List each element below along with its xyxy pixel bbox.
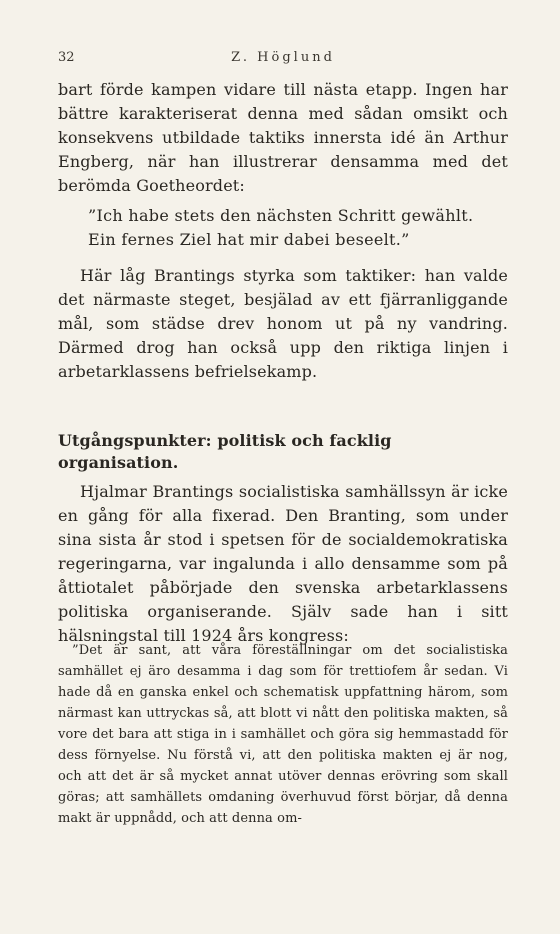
congress-quote-block [58,640,508,829]
page-number: 32 [58,50,75,65]
running-head [58,50,508,68]
paragraph-socialist-view: Hjalmar Brantings socialistiska samhällssyn är icke en gång för alla fixerad. Den Branting, som under sina sista år stod i spetsen för de socialdemokratiska regeringarna, var ingalunda i allo densamme som på åttiotalet påbörjade den svenska arbetarklassens politiska organiserande. Själv sade han i sitt hälsningstal till 1924 års kongress: [58,482,508,645]
goethe-quote-line-2: Ein fernes Ziel hat mir dabei beseelt.” [88,230,410,249]
congress-quote: ”Det är sant, att våra föreställningar om det socialistiska samhället ej äro desamma i dag som för trettiofem år sedan. Vi hade då en ganska enkel och schematisk uppfattning härom, som närmast kan uttryckas så, att blott vi nått den politiska makten, så vore det bara att stiga in i samhället och göra sig hemmastadd för dess förnyelse. Nu förstå vi, att den politiska makten ej är nog, och att det är så mycket annat utöver dennas erövring som skall göras; att samhällets omdaning överhuvud först börjar, då denna makt är uppnådd, och att denna om- [58,643,508,826]
paragraph-continuation: bart förde kampen vidare till nästa etapp. Ingen har bättre karakteriserat denna med sådan omsikt och konsekvens utbildade taktiks innersta idé än Arthur Engberg, när han illustrerar densamma med det berömda Goetheordet: [58,80,508,195]
goethe-quote-line-1: ”Ich habe stets den nächsten Schritt gewählt. [88,206,474,225]
paragraph-block-2 [58,264,508,384]
paragraph-block-1 [58,78,508,198]
paragraph-block-3 [58,480,508,648]
goethe-quote-block [58,204,508,252]
section-heading-block [58,430,508,474]
running-title: Z. Höglund [231,50,335,65]
section-heading: Utgångspunkter: politisk och facklig organisation. [58,431,392,472]
paragraph-branting-tactics: Här låg Brantings styrka som taktiker: han valde det närmaste steget, besjälad av ett fjärranliggande mål, som städse drev honom ut på ny vandring. Därmed drog han också upp den riktiga linjen i arbetarklassens befrielsekamp. [58,266,508,381]
